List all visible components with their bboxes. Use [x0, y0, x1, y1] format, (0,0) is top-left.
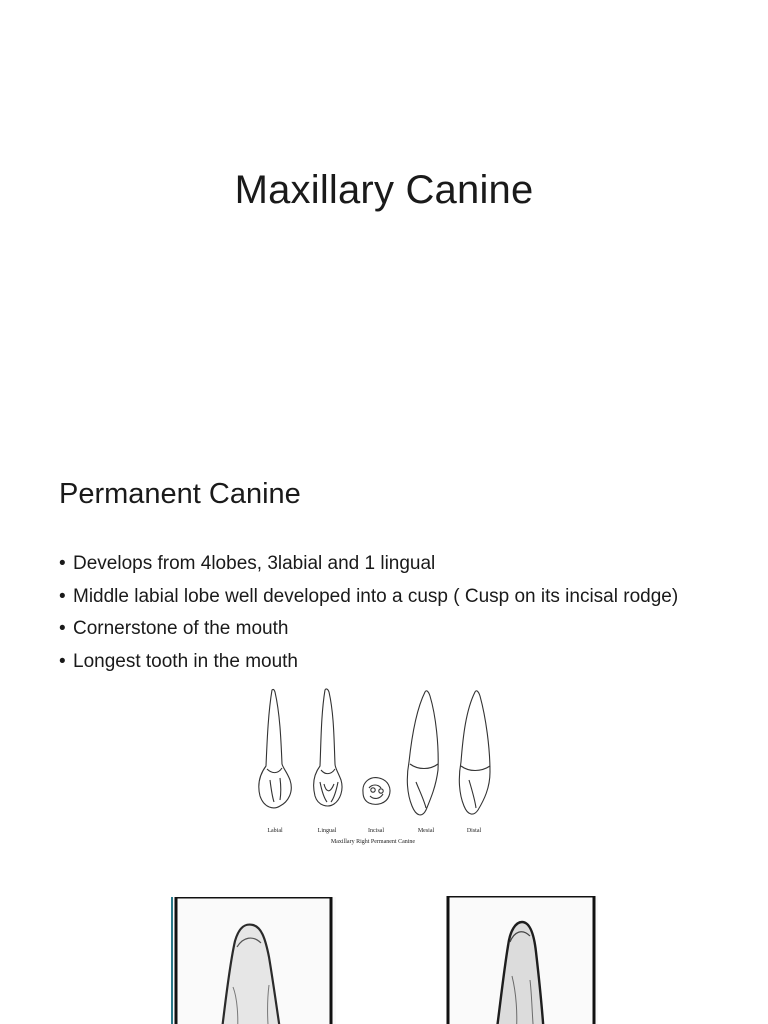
figure-label-lingual: Lingual — [317, 828, 337, 834]
canine-photo-right — [446, 896, 598, 1024]
incisal-view-drawing — [363, 778, 390, 805]
bullet-item: • Middle labial lobe well developed into a cusp ( Cusp on its incisal rodge) — [59, 581, 678, 614]
mesial-view-drawing — [407, 691, 438, 815]
bullet-item: • Develops from 4lobes, 3labial and 1 lingual — [59, 548, 678, 581]
canine-views-figure — [250, 684, 500, 852]
content-slide — [0, 432, 768, 882]
figure-label-distal: Distal — [466, 828, 482, 834]
slide-title: Maxillary Canine — [234, 168, 534, 212]
bullet-list — [59, 548, 678, 678]
labial-view-drawing — [259, 689, 291, 807]
canine-photo-left — [171, 897, 336, 1024]
figure-label-labial: Labial — [267, 828, 283, 834]
slide-heading: Permanent Canine — [59, 478, 301, 510]
figure-label-mesial: Mesial — [417, 828, 435, 834]
photo-slide — [0, 882, 768, 1024]
bullet-item: • Longest tooth in the mouth — [59, 646, 678, 679]
figure-caption: Maxillary Right Permanent Canine — [330, 839, 416, 845]
lingual-view-drawing — [314, 689, 342, 806]
title-slide — [0, 0, 768, 432]
distal-view-drawing — [459, 691, 490, 814]
figure-label-incisal: Incisal — [368, 828, 384, 834]
bullet-item: • Cornerstone of the mouth — [59, 613, 678, 646]
